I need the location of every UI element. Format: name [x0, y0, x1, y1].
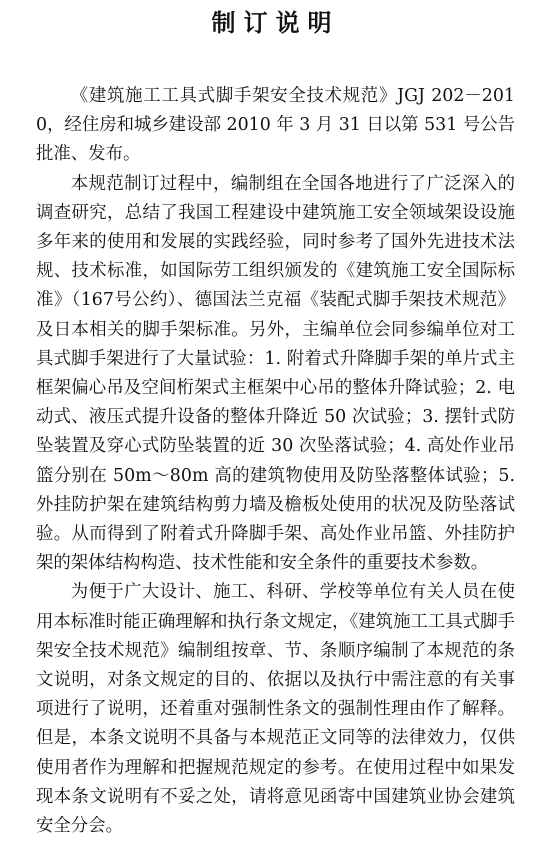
paragraph-drafting-process: 本规范制订过程中，编制组在全国各地进行了广泛深入的调查研究，总结了我国工程建设中建筑施工安全领域架设设施多年来的使用和发展的实践经验，同时参考了国外先进技术法规、技术标准，如国际劳工组织颁发的《建筑施工安全国际标准》（167号公约）、德国法兰克福《装配式脚手架技术规范》及日本相关的脚手架标准。另外，主编单位会同参编单位对工具式脚手架进行了大量试验：1. 附着式升降脚手架的单片式主框架偏心吊及空间桁架式主框架中心吊的整体升降试验；2. 电动式、液压式提升设备的整体升降近 50 次试验；3. 摆针式防坠装置及穿心式防坠装置的近 30 次坠落试验；4. 高处作业吊篮分别在 50m～80m 高的建筑物使用及防坠落整体试验；5. 外挂防护架在建筑结构剪力墙及檐板处使用的状况及防坠落试验。从而得到了附着式升降脚手架、高处作业吊篮、外挂防护架的架体结构构造、技术性能和安全条件的重要技术参数。: [36, 173, 515, 574]
page-title: 制订说明: [211, 9, 340, 37]
paragraph-usage-note: 为便于广大设计、施工、科研、学校等单位有关人员在使用本标准时能正确理解和执行条文规定，《建筑施工工具式脚手架安全技术规范》编制组按章、节、条顺序编制了本规范的条文说明，对条文规定的目的、依据以及执行中需注意的有关事项进行了说明，还着重对强制性条文的强制性理由作了解释。但是，本条文说明不具备与本规范正文同等的法律效力，仅供使用者作为理解和把握规范规定的参考。在使用过程中如果发现本条文说明有不妥之处，请将意见函寄中国建筑业协会建筑安全分会。: [36, 582, 515, 837]
paragraph-approval: 《建筑施工工具式脚手架安全技术规范》JGJ 202－2010，经住房和城乡建设部 2010 年 3 月 31 日以第 531 号公告批准、发布。: [36, 86, 515, 165]
